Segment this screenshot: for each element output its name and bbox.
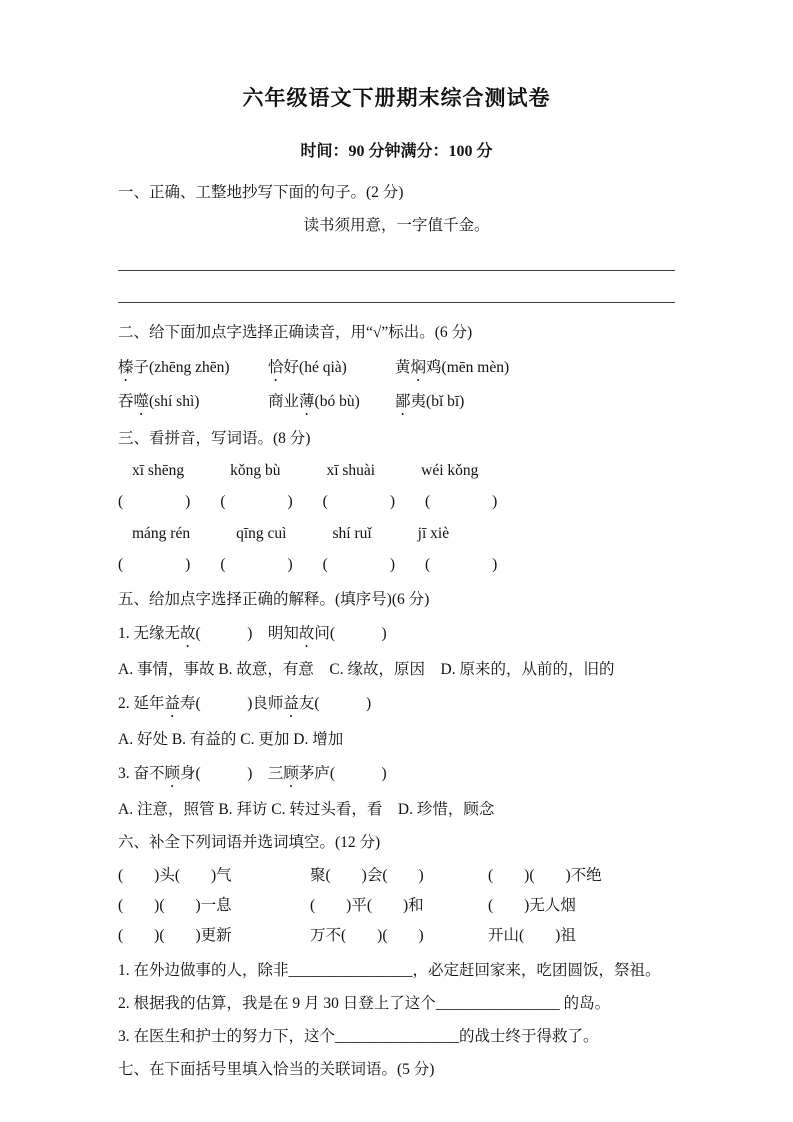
dotted-char: 鄙 [395,393,411,410]
bracket-row-1 [118,491,675,513]
answer-bracket: ( ) [220,556,293,573]
idiom-blank: 聚( )会( ) [310,867,424,884]
paper-title: 六年级语文下册期末综合测试卷 [242,86,551,110]
answer-bracket: ( ) [424,556,498,573]
answer-bracket: ( ) [118,493,191,510]
s5-question-1 [118,621,675,651]
pinyin-word: máng rén [132,525,191,542]
dotted-char: 顾 [164,765,181,782]
pinyin-options: (bǐ bī) [426,393,465,410]
idiom-blank: 开山( )祖 [488,927,576,944]
pinyin-word: shí ruǐ [332,525,372,542]
section6-heading: 六、补全下列词语并选词填空。(12 分) [118,834,381,851]
pinyin-word: jī xiè [417,525,450,542]
word-pre: 吞 [118,393,134,410]
q-text: ( ) 明知 [195,625,299,642]
pinyin-options: (hé qià) [299,359,347,376]
word-item [395,354,675,385]
section2-heading: 二、给下面加点字选择正确读音，用“√”标出。(6 分) [118,324,473,341]
pinyin-word: qīng cuì [236,525,287,542]
dotted-char: 故 [180,625,196,642]
idiom-blank: ( )( )一息 [118,897,232,914]
pinyin-word: kǒng bù [230,462,281,479]
answer-bracket: ( ) [322,493,395,510]
word-item [395,388,675,419]
idiom-row-1 [118,864,675,887]
dotted-char: 故 [298,625,315,642]
answer-writing-line-2 [118,271,675,303]
word-item [268,388,395,419]
dotted-char: 益 [164,695,181,712]
dotted-char: 薄 [299,393,315,410]
idiom-blank: ( )( )更新 [118,927,232,944]
idiom-blank: ( )无人烟 [488,897,576,914]
answer-bracket: ( ) [118,556,191,573]
section5-heading: 五、给加点字选择正确的解释。(填序号)(6 分) [118,591,430,608]
pinyin-word: xī shuài [326,462,376,479]
s5-question-3 [118,761,675,791]
dotted-char: 噬 [133,393,150,410]
q-text: 身( ) 三 [180,765,284,782]
fill-sentence-3: 3. 在医生和护士的努力下，这个________________的战士终于得救了。 [118,1028,599,1045]
dotted-char: 榛 [118,359,134,376]
answer-bracket: ( ) [220,493,293,510]
q-text: 友( ) [298,695,372,712]
q-text: 1. 无缘无 [118,625,181,642]
q-text: 问( ) [314,625,387,642]
section2-row2 [118,388,675,419]
dotted-char: 焖 [410,359,427,376]
word-post: 夷 [410,393,427,410]
word-post: 子 [133,359,150,376]
s5-options-1: A. 事情，事故 B. 故意，有意 C. 缘故，原因 D. 原来的，从前的，旧的 [118,661,615,678]
paper-subtitle: 时间：90 分钟满分：100 分 [300,143,493,160]
section1-heading: 一、正确、工整地抄写下面的句子。(2 分) [118,184,404,201]
dotted-char: 顾 [283,765,299,782]
pinyin-row-2 [118,523,675,545]
q-text: 3. 奋不 [118,765,165,782]
idiom-blank: ( )头( )气 [118,867,232,884]
idiom-blank: ( )平( )和 [310,897,424,914]
pinyin-row-1 [118,460,675,482]
answer-bracket: ( ) [322,556,395,573]
word-post: 好 [283,359,300,376]
s5-options-3: A. 注意，照管 B. 拜访 C. 转过头看，看 D. 珍惜，顾念 [118,801,495,818]
word-item [118,354,268,385]
section3-heading: 三、看拼音，写词语。(8 分) [118,430,311,447]
idiom-blank: 万不( )( ) [310,927,424,944]
copy-sentence: 读书须用意，一字值千金。 [303,217,490,234]
pinyin-word: wéi kǒng [421,462,479,479]
s5-question-2 [118,691,675,721]
q-text: 2. 延年 [118,695,165,712]
word-item [118,388,268,419]
dotted-char: 恰 [268,359,284,376]
pinyin-word: xī shēng [132,462,185,479]
bracket-row-2 [118,554,675,576]
s5-options-2: A. 好处 B. 有益的 C. 更加 D. 增加 [118,731,344,748]
answer-bracket: ( ) [424,493,498,510]
pinyin-options: (zhēng zhēn) [149,359,230,376]
answer-writing-line-1 [118,239,675,271]
word-pre: 商业 [268,393,300,410]
pinyin-options: (mēn mèn) [441,359,510,376]
q-text: 寿( )良师 [180,695,284,712]
word-pre: 黄 [395,359,411,376]
idiom-row-3 [118,924,675,947]
pinyin-options: (bó bù) [314,393,360,410]
fill-sentence-2: 2. 根据我的估算，我是在 9 月 30 日登上了这个________________ 的岛。 [118,995,611,1012]
fill-sentence-1: 1. 在外边做事的人，除非________________，必定赶回家来，吃团圆饭，祭祖。 [118,962,661,979]
section2-row1 [118,354,675,385]
word-post: 鸡 [426,359,442,376]
section7-heading: 七、在下面括号里填入恰当的关联词语。(5 分) [118,1061,435,1078]
word-item [268,354,395,385]
q-text: 茅庐( ) [298,765,387,782]
idiom-blank: ( )( )不绝 [488,867,602,884]
idiom-row-2 [118,894,675,917]
dotted-char: 益 [283,695,299,712]
pinyin-options: (shí shì) [149,393,200,410]
